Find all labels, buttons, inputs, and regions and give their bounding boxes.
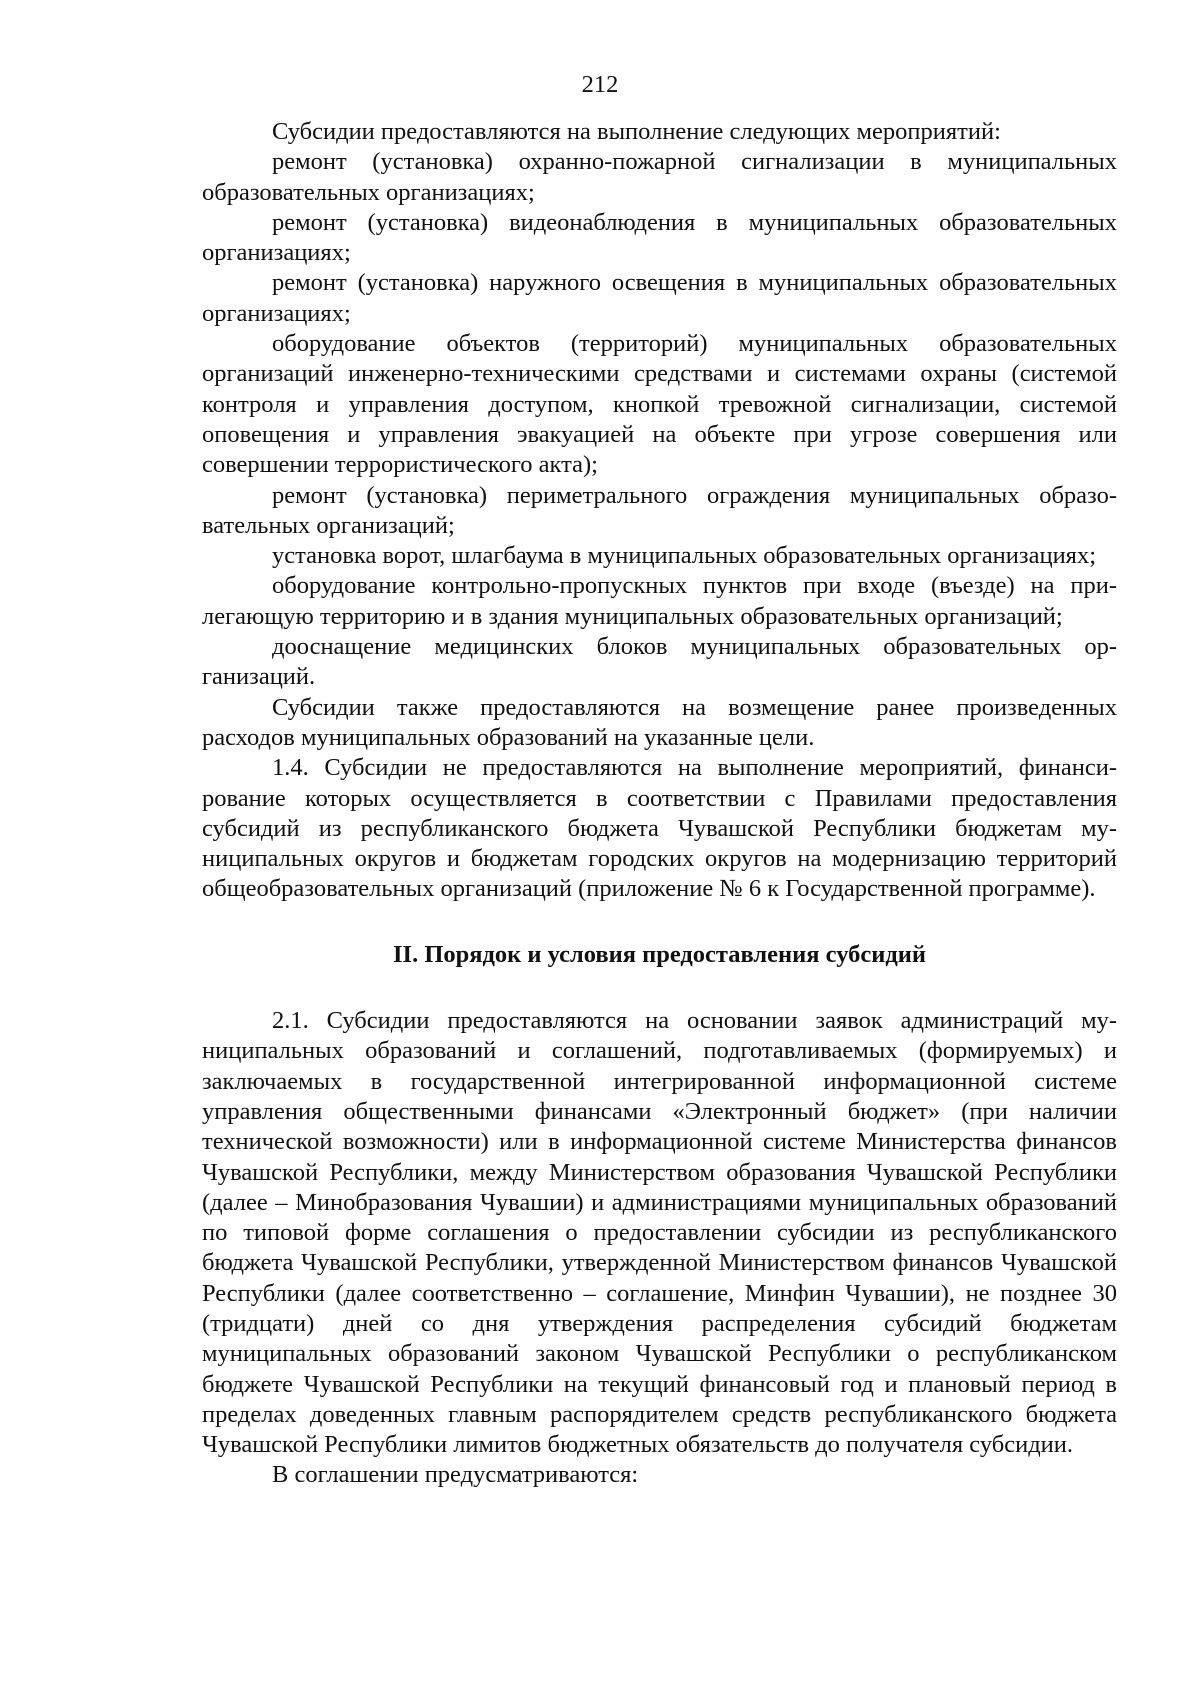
paragraph-reimbursement: Субсидии также предоставляются на возмещение ранее произведенных расходов муниципальных образований на указанные цели. — [202, 693, 1117, 751]
paragraph-list-item: оборудование объектов (территорий) муниципальных образовательных организаций инженерно-техническими средствами и системами охраны (системой контроля и управления доступом, кнопкой тревожной сигнализации, системой оповещения и управления эвакуацией на объекте при угрозе совершения или совершении террористического акта); — [202, 330, 1117, 479]
paragraph-list-item: ремонт (установка) наружного освещения в муниципальных образовательных организациях; — [202, 269, 1117, 327]
paragraph-agreement-provisions: В соглашении предусматриваются: — [272, 1461, 639, 1489]
paragraph-clause-1-4: 1.4. Субсидии не предоставляются на выполнение мероприятий, финансирование которых осуществляется в соответствии с Правилами предоставления субсидий из республиканского бюджета Чувашской Республики бюджетам муниципальных округов и бюджетам городских округов на модернизацию территорий общеобразовательных организаций (приложение № 6 к Государственной программе). — [202, 754, 1117, 903]
document-body — [202, 117, 1117, 1491]
paragraph-list-item: оборудование контрольно-пропускных пунктов при входе (въезде) на прилегающую территорию и в здания муниципальных образовательных организаций; — [202, 572, 1117, 630]
paragraph-intro: Субсидии предоставляются на выполнение следующих мероприятий: — [272, 118, 1001, 145]
paragraph-list-item: дооснащение медицинских блоков муниципальных образовательных организаций. — [202, 633, 1117, 691]
paragraph-list-item: установка ворот, шлагбаума в муниципальных образовательных организациях; — [272, 542, 1097, 570]
paragraph-clause-2-1: 2.1. Субсидии предоставляются на основании заявок администраций муниципальных образований и соглашений, подготавливаемых (формируемых) и заключаемых в государственной интегрированной информационной системе управления общественными финансами «Электронный бюджет» (при наличии технической возможности) или в информационной системе Министерства финансов Чувашской Республики, между Министерством образования Чувашской Республики (далее – Минобразования Чувашии) и администрациями муниципальных образований по типовой форме соглашения о предоставлении субсидии из республиканского бюджета Чувашской Республики, утвержденной Министерством финансов Чувашской Республики (далее соответственно – соглашение, Минфин Чувашии), не позднее 30 (тридцати) дней со дня утверждения распределения субсидий бюджетам муниципальных образований законом Чувашской Республики о республиканском бюджете Чувашской Республики на текущий финансовый год и плановый период в пределах доведенных главным распорядителем средств республиканского бюджета Чувашской Республики лимитов бюджетных обязательств до получателя субсидии. — [202, 1007, 1117, 1459]
paragraph-list-item: ремонт (установка) видеонаблюдения в муниципальных образовательных организациях; — [202, 208, 1117, 267]
section-heading: II. Порядок и условия предоставления субсидий — [393, 940, 926, 968]
paragraph-list-item: ремонт (установка) охранно-пожарной сигнализации в муниципальных образовательных организациях; — [202, 148, 1117, 206]
paragraph-list-item: ремонт (установка) периметрального ограждения муниципальных образовательных организаций; — [202, 481, 1117, 539]
page-number: 212 — [581, 71, 619, 98]
